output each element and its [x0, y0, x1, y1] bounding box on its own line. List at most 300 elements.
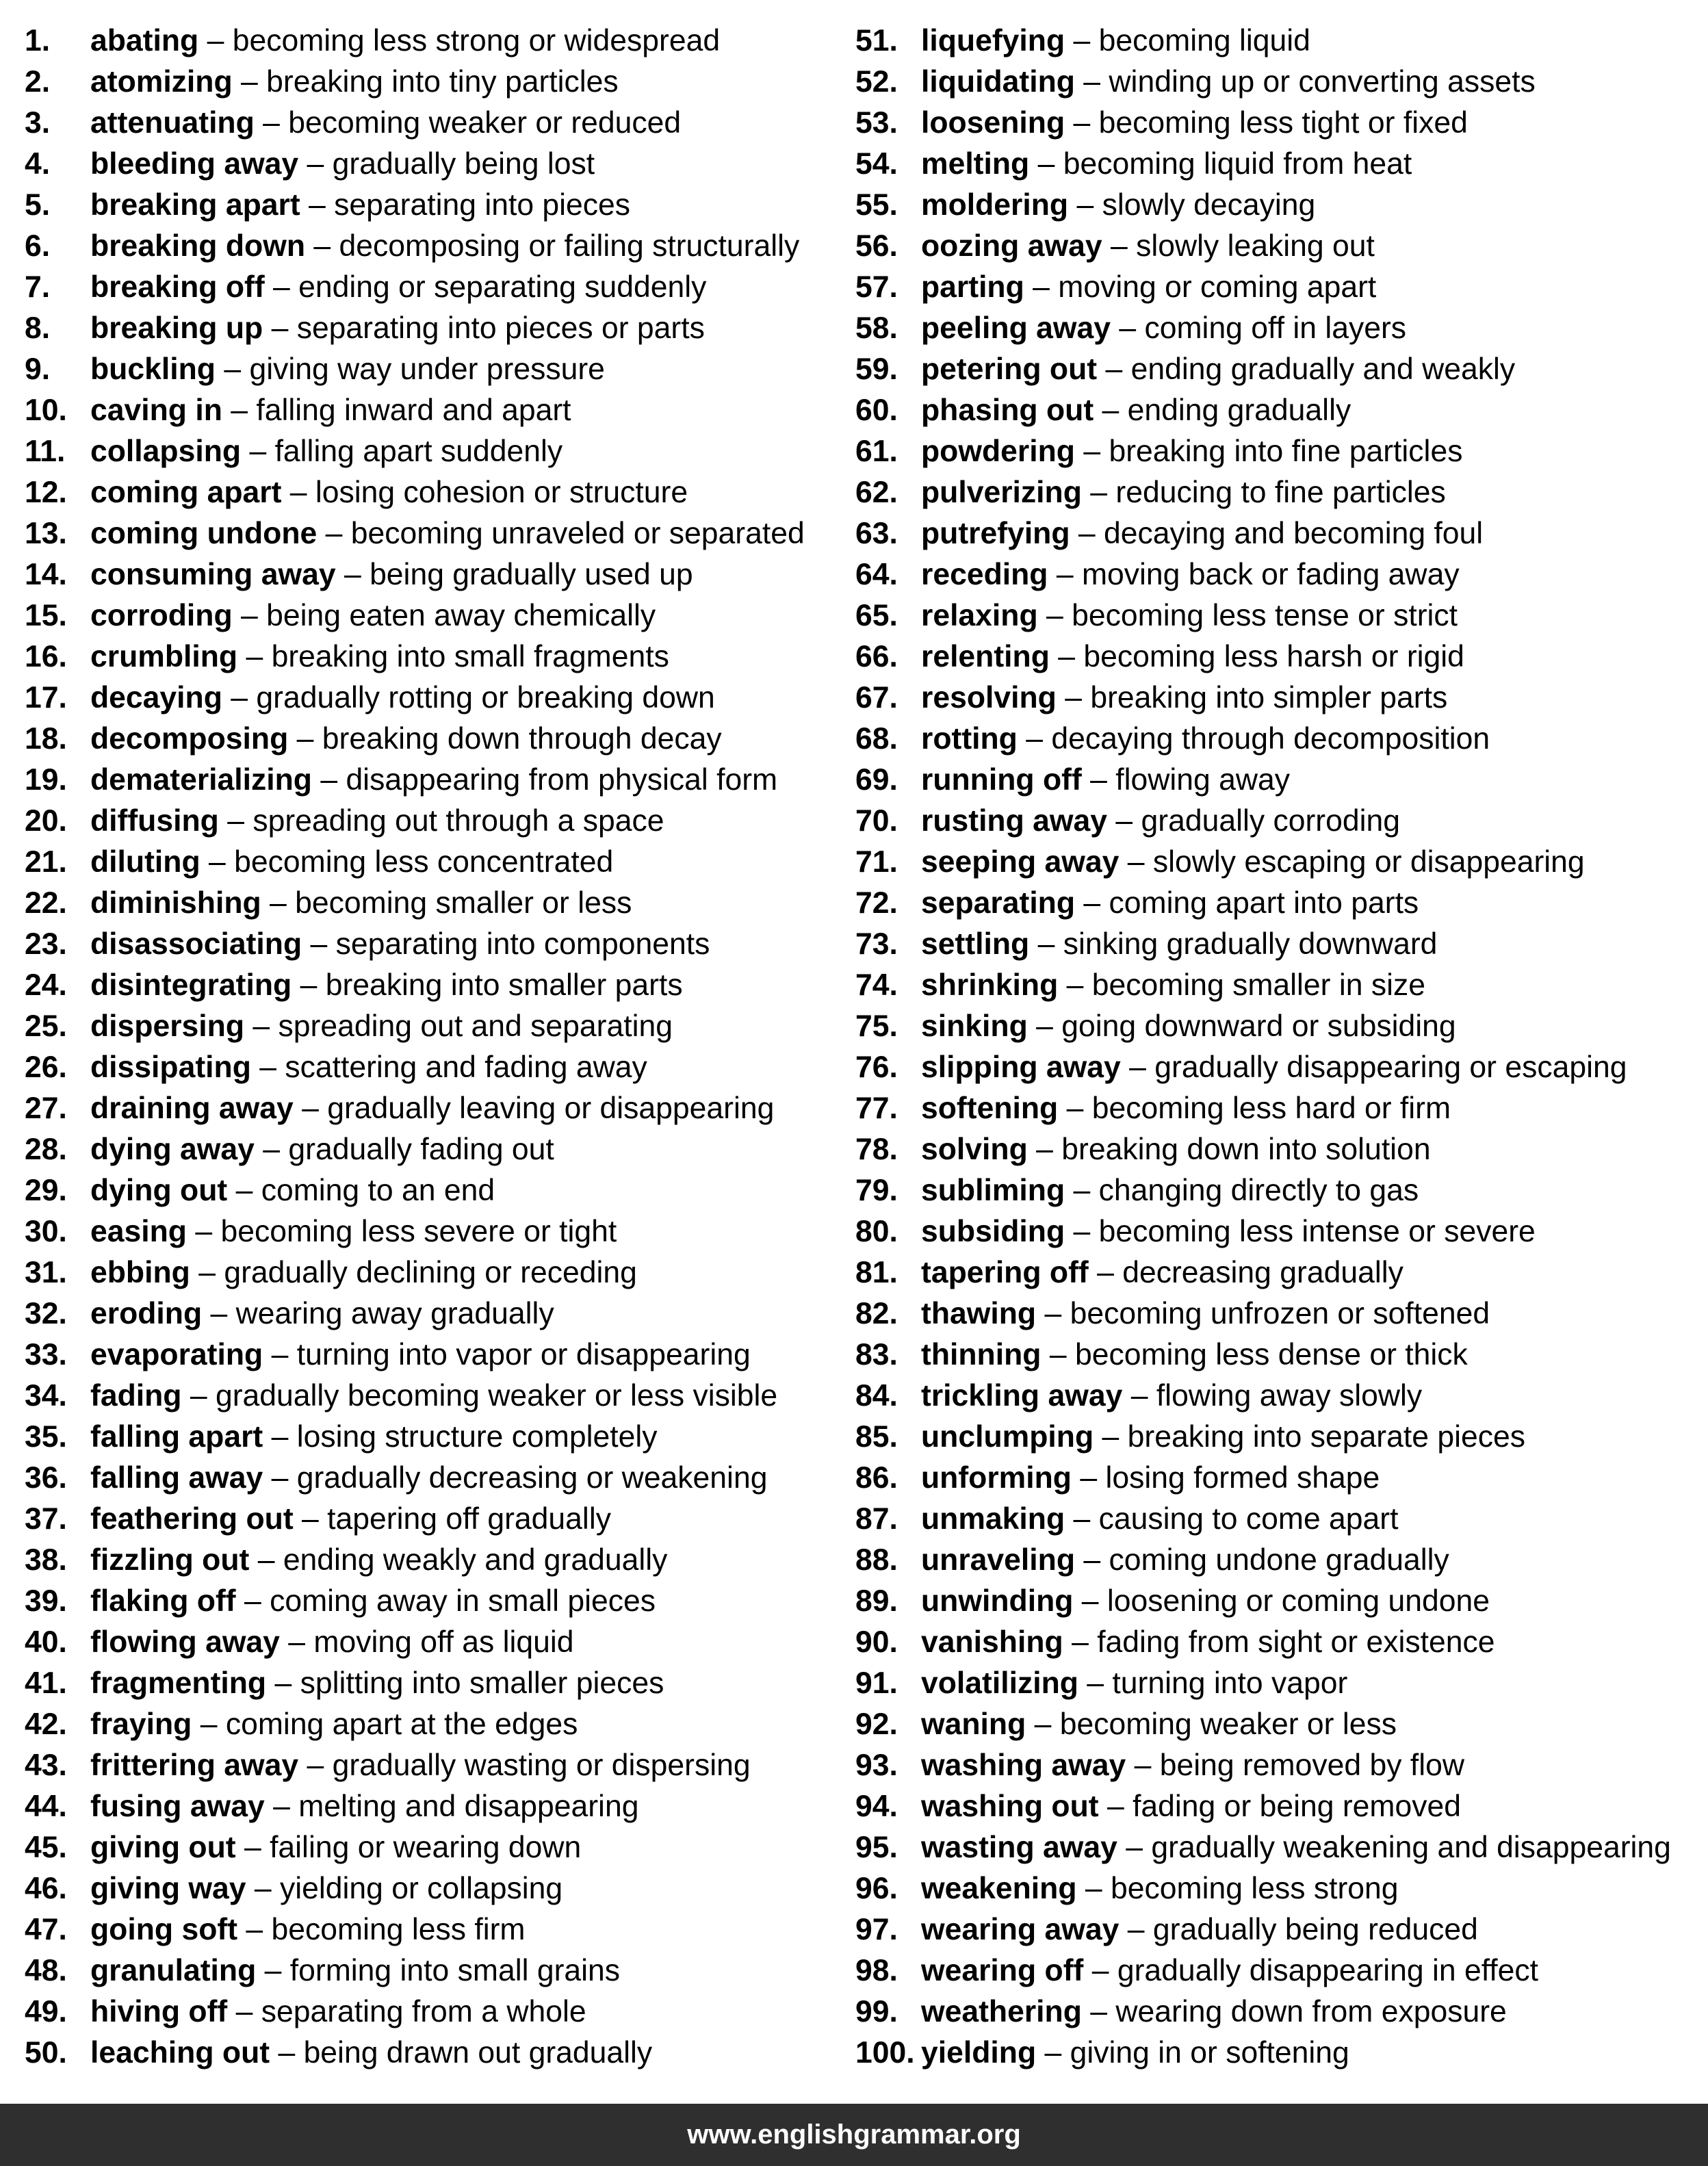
item-separator: – — [263, 311, 297, 345]
item-term: settling — [921, 927, 1030, 961]
item-text — [921, 1252, 1403, 1293]
item-term: coming apart — [90, 476, 282, 509]
item-number: 3. — [25, 106, 51, 140]
list-item — [25, 965, 846, 1006]
footer-bar — [0, 2104, 1708, 2166]
item-term: liquidating — [921, 65, 1075, 99]
item-definition: becoming less strong or widespread — [232, 24, 721, 57]
item-separator: – — [292, 968, 326, 1002]
item-definition: becoming liquid — [1098, 24, 1310, 57]
item-separator: – — [249, 1543, 283, 1577]
item-number: 97. — [855, 1913, 898, 1946]
item-separator: – — [1120, 1050, 1155, 1084]
item-definition: splitting into smaller pieces — [300, 1666, 664, 1700]
item-definition: becoming less firm — [271, 1913, 526, 1946]
list-item — [855, 1170, 1704, 1211]
item-definition: gradually being lost — [332, 147, 595, 181]
item-number: 9. — [25, 352, 51, 386]
item-term: decomposing — [90, 722, 289, 756]
item-separator: – — [264, 270, 299, 304]
item-text — [921, 1211, 1536, 1252]
list-item — [25, 842, 846, 883]
item-term: giving way — [90, 1872, 246, 1905]
item-number: 14. — [25, 558, 67, 591]
item-separator: – — [281, 476, 315, 509]
item-number: 94. — [855, 1790, 898, 1823]
item-text — [921, 636, 1464, 678]
item-number: 68. — [855, 722, 898, 756]
item-text — [90, 185, 630, 226]
item-text — [921, 185, 1315, 226]
item-definition: disappearing from physical form — [346, 763, 778, 797]
item-text — [921, 349, 1515, 390]
item-definition: gradually weakening and disappearing — [1151, 1831, 1671, 1864]
right-column — [855, 21, 1704, 2074]
item-number: 29. — [25, 1174, 67, 1207]
item-separator: – — [254, 1133, 289, 1166]
item-term: solving — [921, 1133, 1028, 1166]
item-definition: ending gradually and weakly — [1130, 352, 1516, 386]
item-definition: yielding or collapsing — [279, 1872, 563, 1905]
item-separator: – — [232, 65, 267, 99]
item-number: 67. — [855, 681, 898, 714]
item-number: 90. — [855, 1625, 898, 1659]
item-term: dispersing — [90, 1009, 245, 1043]
item-separator: – — [263, 1461, 297, 1495]
item-separator: – — [200, 845, 235, 879]
footer-url[interactable]: www.englishgrammar.org — [687, 2119, 1021, 2150]
item-separator: – — [215, 352, 250, 386]
item-number: 23. — [25, 927, 67, 961]
item-text — [921, 226, 1375, 267]
item-number: 59. — [855, 352, 898, 386]
list-item — [25, 349, 846, 390]
item-number: 92. — [855, 1707, 898, 1741]
list-item — [25, 1540, 846, 1581]
item-term: wasting away — [921, 1831, 1117, 1864]
item-definition: forming into small grains — [289, 1954, 621, 1987]
item-definition: gradually decreasing or weakening — [296, 1461, 768, 1495]
list-item — [25, 1417, 846, 1458]
list-item — [855, 472, 1704, 513]
list-item — [855, 1417, 1704, 1458]
list-item — [855, 185, 1704, 226]
item-definition: melting and disappearing — [298, 1790, 639, 1823]
item-separator: – — [1058, 1092, 1092, 1125]
item-text — [90, 431, 562, 472]
item-text — [90, 1540, 667, 1581]
item-separator: – — [1036, 1297, 1070, 1330]
item-number: 13. — [25, 517, 67, 550]
item-text — [921, 103, 1468, 144]
item-text — [90, 965, 683, 1006]
item-text — [90, 1376, 777, 1417]
list-item — [855, 1745, 1704, 1786]
list-item — [855, 1909, 1704, 1950]
item-definition: sinking gradually downward — [1063, 927, 1438, 961]
item-definition: losing structure completely — [296, 1420, 658, 1454]
list-item — [25, 1335, 846, 1376]
list-item — [855, 924, 1704, 965]
item-term: easing — [90, 1215, 187, 1248]
item-term: tapering off — [921, 1256, 1089, 1289]
item-term: unmaking — [921, 1502, 1065, 1536]
item-text — [90, 2033, 652, 2074]
item-number: 84. — [855, 1379, 898, 1413]
item-text — [90, 1335, 751, 1376]
item-number: 96. — [855, 1872, 898, 1905]
list-item — [25, 513, 846, 554]
item-text — [90, 1417, 658, 1458]
item-definition: becoming weaker or reduced — [288, 106, 682, 140]
item-term: caving in — [90, 394, 222, 427]
item-text — [90, 472, 688, 513]
list-item — [25, 636, 846, 678]
item-separator: – — [1056, 681, 1091, 714]
item-text — [921, 1991, 1507, 2033]
item-separator: – — [1073, 1584, 1107, 1618]
item-term: attenuating — [90, 106, 255, 140]
list-item — [25, 267, 846, 308]
item-text — [921, 1293, 1490, 1335]
item-number: 43. — [25, 1749, 67, 1782]
item-term: waning — [921, 1707, 1026, 1741]
item-term: unraveling — [921, 1543, 1076, 1577]
item-text — [921, 678, 1447, 719]
item-separator: – — [246, 1872, 280, 1905]
item-number: 55. — [855, 188, 898, 222]
item-text — [921, 1950, 1538, 1991]
item-text — [921, 1088, 1451, 1129]
item-text — [921, 842, 1585, 883]
item-text — [921, 308, 1406, 349]
item-definition: ending weakly and gradually — [283, 1543, 668, 1577]
item-term: seeping away — [921, 845, 1120, 879]
item-number: 37. — [25, 1502, 67, 1536]
item-term: going soft — [90, 1913, 238, 1946]
item-text — [90, 308, 705, 349]
item-term: running off — [921, 763, 1082, 797]
item-text — [921, 760, 1290, 801]
item-separator: – — [1027, 1133, 1062, 1166]
item-definition: becoming smaller in size — [1091, 968, 1425, 1002]
item-term: pulverizing — [921, 476, 1082, 509]
item-term: dematerializing — [90, 763, 312, 797]
item-separator: – — [1102, 229, 1137, 263]
item-number: 87. — [855, 1502, 898, 1536]
item-text — [921, 431, 1462, 472]
item-term: subliming — [921, 1174, 1065, 1207]
list-item — [25, 21, 846, 62]
left-column — [25, 21, 846, 2074]
item-definition: going downward or subsiding — [1061, 1009, 1456, 1043]
list-item — [855, 1622, 1704, 1663]
item-number: 12. — [25, 476, 67, 509]
item-text — [921, 1909, 1478, 1950]
item-term: fusing away — [90, 1790, 265, 1823]
item-separator: – — [1078, 1666, 1113, 1700]
item-definition: falling inward and apart — [256, 394, 571, 427]
list-item — [855, 1540, 1704, 1581]
item-term: dying away — [90, 1133, 255, 1166]
item-term: leaching out — [90, 2036, 270, 2070]
item-term: putrefying — [921, 517, 1070, 550]
item-term: softening — [921, 1092, 1059, 1125]
item-separator: – — [227, 1174, 261, 1207]
item-separator: – — [1048, 558, 1082, 591]
item-number: 60. — [855, 394, 898, 427]
item-term: weathering — [921, 1995, 1082, 2028]
item-text — [90, 719, 722, 760]
item-number: 18. — [25, 722, 67, 756]
item-text — [921, 1581, 1490, 1622]
list-item — [855, 21, 1704, 62]
item-term: unclumping — [921, 1420, 1094, 1454]
item-number: 62. — [855, 476, 898, 509]
item-term: wearing away — [921, 1913, 1120, 1946]
list-item — [855, 554, 1704, 595]
item-term: separating — [921, 886, 1076, 920]
item-term: liquefying — [921, 24, 1065, 57]
item-separator: – — [222, 394, 257, 427]
item-separator: – — [1094, 394, 1128, 427]
item-number: 95. — [855, 1831, 898, 1864]
list-item — [25, 1663, 846, 1704]
item-term: sinking — [921, 1009, 1028, 1043]
item-text — [921, 595, 1458, 636]
item-term: fragmenting — [90, 1666, 267, 1700]
item-term: crumbling — [90, 640, 238, 673]
item-text — [90, 1950, 620, 1991]
item-term: moldering — [921, 188, 1069, 222]
list-item — [855, 2033, 1704, 2074]
item-text — [90, 1458, 767, 1499]
item-definition: breaking into fine particles — [1109, 435, 1463, 468]
list-item — [25, 1047, 846, 1088]
item-term: consuming away — [90, 558, 336, 591]
item-separator: – — [254, 106, 289, 140]
item-text — [921, 513, 1483, 554]
item-number: 36. — [25, 1461, 67, 1495]
item-separator: – — [1098, 1790, 1133, 1823]
item-term: fraying — [90, 1707, 192, 1741]
item-term: weakening — [921, 1872, 1077, 1905]
item-separator: – — [1071, 1461, 1106, 1495]
item-definition: flowing away slowly — [1156, 1379, 1423, 1413]
item-term: slipping away — [921, 1050, 1121, 1084]
item-text — [921, 1540, 1449, 1581]
item-text — [921, 62, 1536, 103]
list-item — [25, 1458, 846, 1499]
item-separator: – — [311, 763, 346, 797]
item-definition: losing cohesion or structure — [315, 476, 688, 509]
item-definition: winding up or converting assets — [1109, 65, 1536, 99]
item-definition: breaking down into solution — [1061, 1133, 1431, 1166]
item-text — [921, 1129, 1431, 1170]
list-item — [855, 883, 1704, 924]
list-item — [25, 1211, 846, 1252]
item-text — [921, 965, 1425, 1006]
item-number: 42. — [25, 1707, 67, 1741]
list-item — [855, 636, 1704, 678]
item-text — [921, 1170, 1419, 1211]
item-definition: becoming weaker or less — [1059, 1707, 1397, 1741]
item-text — [921, 2033, 1349, 2074]
item-definition: ending gradually — [1127, 394, 1351, 427]
item-definition: turning into vapor or disappearing — [296, 1338, 751, 1371]
item-definition: becoming less hard or firm — [1091, 1092, 1451, 1125]
list-item — [855, 965, 1704, 1006]
item-separator: – — [1070, 517, 1104, 550]
item-definition: slowly leaking out — [1136, 229, 1375, 263]
item-number: 80. — [855, 1215, 898, 1248]
item-term: unforming — [921, 1461, 1072, 1495]
item-separator: – — [237, 1913, 272, 1946]
item-term: eroding — [90, 1297, 203, 1330]
item-separator: – — [298, 1749, 333, 1782]
item-separator: – — [1065, 1215, 1099, 1248]
item-separator: – — [232, 599, 267, 632]
item-text — [90, 1704, 578, 1745]
item-separator: – — [1107, 804, 1141, 838]
list-item — [855, 842, 1704, 883]
item-number: 15. — [25, 599, 67, 632]
item-separator: – — [1063, 1625, 1098, 1659]
item-separator: – — [1075, 886, 1109, 920]
item-separator: – — [335, 558, 370, 591]
item-number: 71. — [855, 845, 898, 879]
item-separator: – — [1037, 599, 1072, 632]
item-definition: coming to an end — [261, 1174, 495, 1207]
item-definition: turning into vapor — [1112, 1666, 1348, 1700]
item-number: 76. — [855, 1050, 898, 1084]
item-definition: separating into pieces or parts — [296, 311, 705, 345]
item-separator: – — [190, 1256, 224, 1289]
item-definition: coming apart into parts — [1109, 886, 1419, 920]
list-item — [25, 1129, 846, 1170]
list-item — [25, 1868, 846, 1909]
item-term: hiving off — [90, 1995, 228, 2028]
item-separator: – — [263, 1420, 297, 1454]
item-text — [90, 842, 613, 883]
list-item — [855, 1252, 1704, 1293]
item-definition: decaying and becoming foul — [1104, 517, 1484, 550]
item-term: granulating — [90, 1954, 257, 1987]
item-definition: giving way under pressure — [249, 352, 605, 386]
list-item — [855, 1704, 1704, 1745]
item-text — [90, 1868, 562, 1909]
item-separator: – — [1081, 763, 1116, 797]
item-text — [90, 1786, 638, 1827]
item-number: 98. — [855, 1954, 898, 1987]
item-definition: causing to come apart — [1098, 1502, 1399, 1536]
list-item — [25, 62, 846, 103]
item-number: 69. — [855, 763, 898, 797]
item-definition: becoming unraveled or separated — [350, 517, 805, 550]
item-number: 46. — [25, 1872, 67, 1905]
item-text — [921, 390, 1351, 431]
item-text — [90, 1252, 637, 1293]
list-item — [855, 1047, 1704, 1088]
item-term: ebbing — [90, 1256, 190, 1289]
item-number: 19. — [25, 763, 67, 797]
item-separator: – — [237, 640, 272, 673]
item-text — [921, 1663, 1347, 1704]
item-definition: becoming less tight or fixed — [1098, 106, 1468, 140]
item-term: abating — [90, 24, 199, 57]
item-separator: – — [1065, 24, 1099, 57]
item-definition: being gradually used up — [370, 558, 693, 591]
item-number: 28. — [25, 1133, 67, 1166]
list-item — [25, 390, 846, 431]
item-number: 25. — [25, 1009, 67, 1043]
item-separator: – — [241, 435, 275, 468]
item-separator: – — [198, 24, 233, 57]
item-definition: gradually fading out — [288, 1133, 554, 1166]
item-term: diffusing — [90, 804, 219, 838]
item-number: 21. — [25, 845, 67, 879]
item-definition: decaying through decomposition — [1051, 722, 1490, 756]
list-item — [855, 1827, 1704, 1868]
item-separator: – — [293, 1092, 328, 1125]
item-definition: becoming unfrozen or softened — [1070, 1297, 1490, 1330]
list-item — [855, 1458, 1704, 1499]
item-separator: – — [1076, 1872, 1111, 1905]
item-term: phasing out — [921, 394, 1094, 427]
list-item — [25, 883, 846, 924]
item-separator: – — [1027, 1009, 1062, 1043]
list-item — [25, 185, 846, 226]
list-item — [855, 1991, 1704, 2033]
list-item — [25, 924, 846, 965]
item-separator: – — [1029, 927, 1063, 961]
list-item — [855, 1088, 1704, 1129]
item-text — [90, 595, 656, 636]
item-separator: – — [1075, 1543, 1109, 1577]
item-separator: – — [1122, 1379, 1156, 1413]
list-item — [855, 226, 1704, 267]
list-item — [855, 390, 1704, 431]
item-definition: decreasing gradually — [1122, 1256, 1403, 1289]
item-number: 27. — [25, 1092, 67, 1125]
item-separator: – — [305, 229, 339, 263]
item-separator: – — [263, 1338, 297, 1371]
item-number: 35. — [25, 1420, 67, 1454]
item-definition: coming off in layers — [1144, 311, 1407, 345]
item-text — [90, 103, 681, 144]
list-item — [855, 1499, 1704, 1540]
item-term: dying out — [90, 1174, 228, 1207]
item-separator: – — [227, 1995, 261, 2028]
item-term: vanishing — [921, 1625, 1063, 1659]
item-definition: slowly escaping or disappearing — [1152, 845, 1585, 879]
item-definition: scattering and fading away — [285, 1050, 647, 1084]
item-separator: – — [1026, 1707, 1060, 1741]
item-number: 24. — [25, 968, 67, 1002]
item-text — [921, 1006, 1456, 1047]
list-item — [25, 595, 846, 636]
item-definition: loosening or coming undone — [1107, 1584, 1490, 1618]
item-text — [90, 801, 664, 842]
item-number: 2. — [25, 65, 51, 99]
item-number: 93. — [855, 1749, 898, 1782]
item-text — [90, 636, 669, 678]
item-term: breaking down — [90, 229, 305, 263]
list-item — [855, 431, 1704, 472]
item-term: breaking off — [90, 270, 265, 304]
item-separator: – — [250, 1050, 285, 1084]
item-separator: – — [186, 1215, 221, 1248]
